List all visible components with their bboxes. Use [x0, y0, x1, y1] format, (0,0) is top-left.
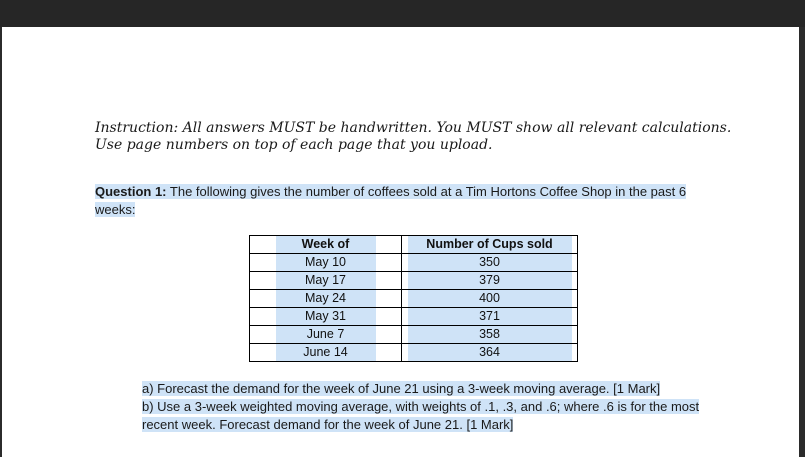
table-row [250, 326, 578, 344]
question-1-text: The following gives the number of coffees sold at a Tim Hortons Coffee Shop in the past 6 weeks: [95, 184, 687, 217]
week-cell: May 24 [250, 290, 402, 308]
week-cell: June 7 [250, 326, 402, 344]
header-cups: Number of Cups sold [402, 236, 578, 254]
document-page [2, 27, 799, 457]
question-1-label: Question 1: [95, 184, 167, 199]
part-b-text: b) Use a 3-week weighted moving average, with weights of .1, .3, and .6; where .6 is for the most recent week. Forecast demand for the week of June 21. [1 Mark] [142, 399, 700, 432]
cups-cell: 379 [402, 272, 578, 290]
header-week: Week of [250, 236, 402, 254]
week-cell: May 17 [250, 272, 402, 290]
cups-cell: 358 [402, 326, 578, 344]
question-1-parts [142, 380, 722, 434]
cups-cell: 364 [402, 344, 578, 362]
week-cell: May 31 [250, 308, 402, 326]
instruction-line-1: Instruction: All answers MUST be handwritten. You MUST show all relevant calculations. [95, 120, 732, 136]
table-row [250, 344, 578, 362]
table-header-row [250, 236, 578, 254]
cups-cell: 400 [402, 290, 578, 308]
week-cell: June 14 [250, 344, 402, 362]
instruction-line-2: Use page numbers on top of each page that you upload. [95, 137, 493, 153]
table-row [250, 290, 578, 308]
table-row [250, 308, 578, 326]
coffee-sales-table [249, 235, 578, 362]
question-1 [95, 183, 715, 219]
viewer-right-edge [799, 27, 805, 457]
table-row [250, 272, 578, 290]
cups-cell: 350 [402, 254, 578, 272]
cups-cell: 371 [402, 308, 578, 326]
part-a-text: a) Forecast the demand for the week of June 21 using a 3-week moving average. [1 Mark] [142, 381, 661, 396]
instruction-text [95, 120, 735, 154]
table-row [250, 254, 578, 272]
viewer-top-bar [0, 0, 805, 27]
week-cell: May 10 [250, 254, 402, 272]
